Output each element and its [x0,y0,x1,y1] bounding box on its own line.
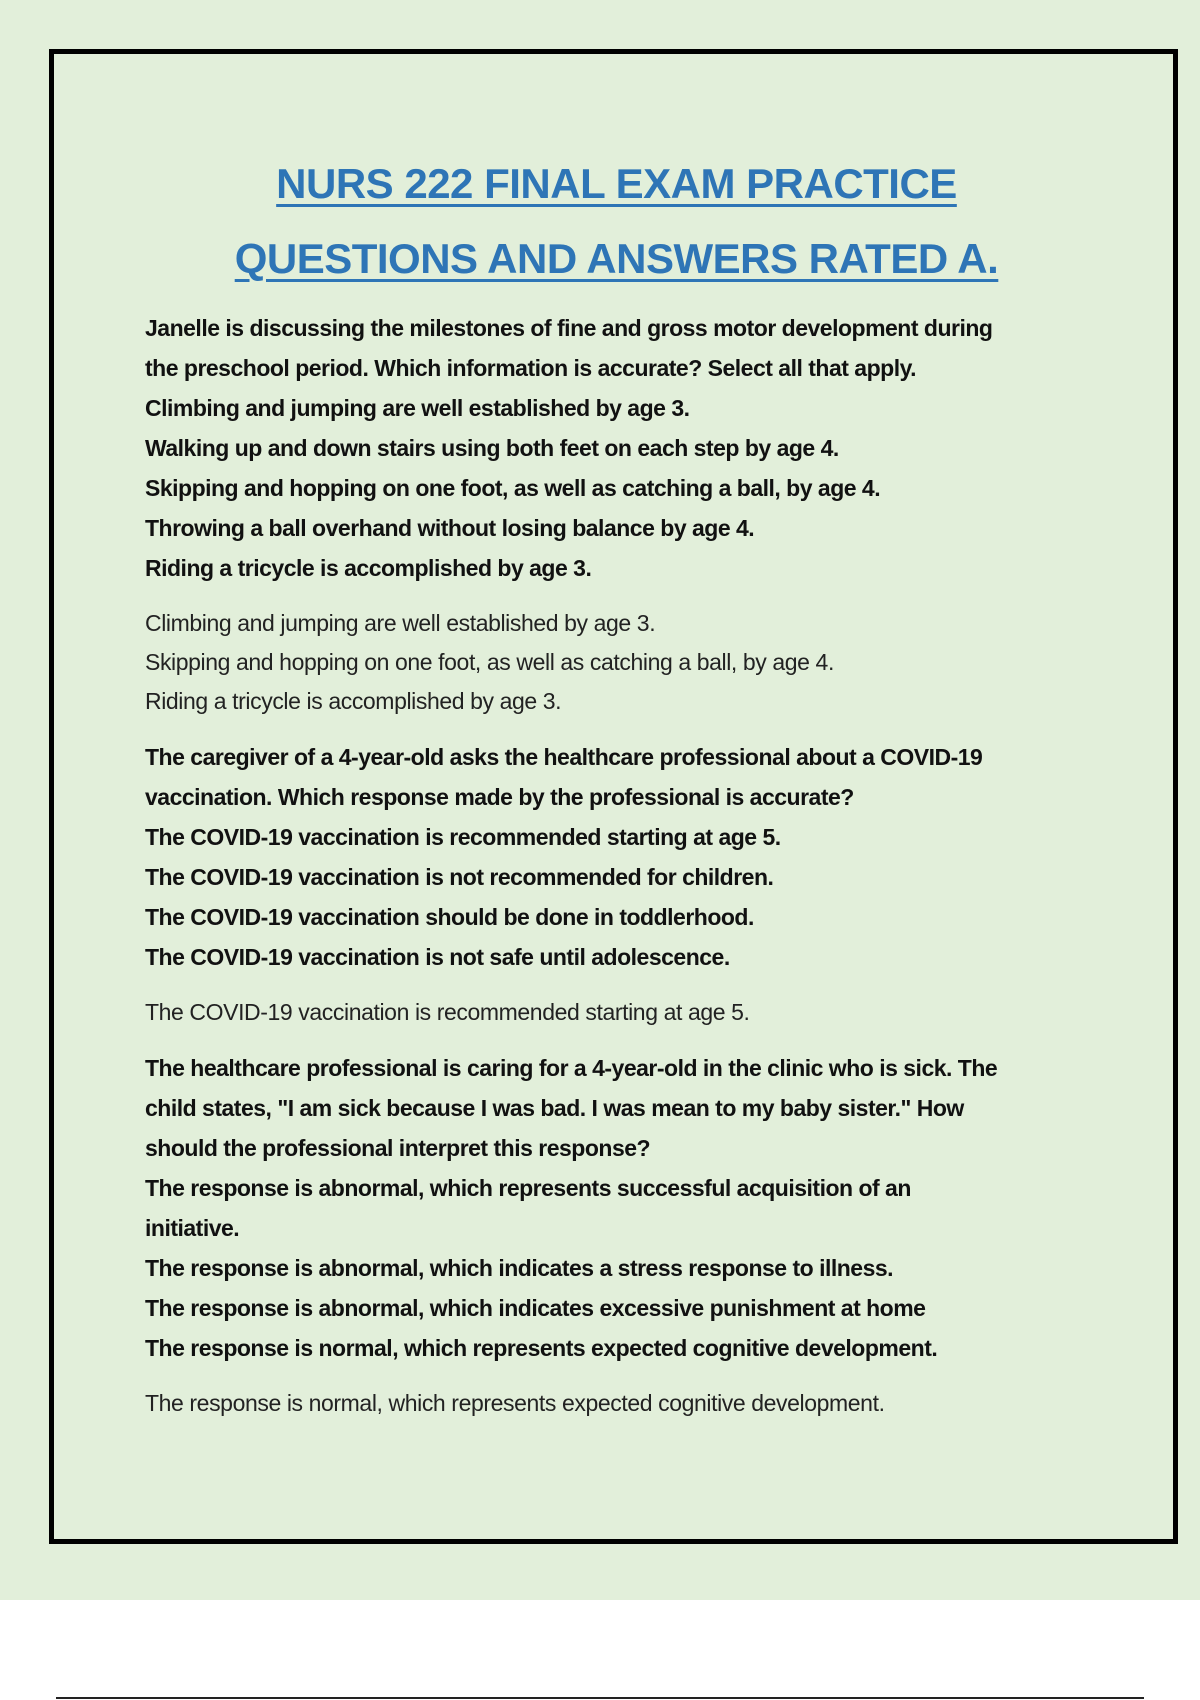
footer-divider [56,1697,1144,1699]
questions-content [145,308,1095,1439]
question-stem: Janelle is discussing the milestones of fine and gross motor development during [145,315,993,341]
answer-option: Skipping and hopping on one foot, as well as catching a ball, by age 4. [145,475,881,501]
question-block-3 [145,1048,1095,1368]
document-title [49,146,1184,296]
answer-option: The COVID-19 vaccination is recommended starting at age 5. [145,824,781,850]
answer-option: The COVID-19 vaccination is not safe until adolescence. [145,944,730,970]
answer-option: Climbing and jumping are well established by age 3. [145,395,690,421]
correct-answer: The response is normal, which represents expected cognitive development. [145,1390,885,1416]
answer-option: The COVID-19 vaccination should be done in toddlerhood. [145,904,754,930]
answer-option: The response is abnormal, which represents successful acquisition of an [145,1175,911,1201]
question-stem: should the professional interpret this response? [145,1135,651,1161]
answer-option: The response is normal, which represents expected cognitive development. [145,1335,938,1361]
title-line-2: QUESTIONS AND ANSWERS RATED A. [234,235,999,282]
question-stem: The healthcare professional is caring for a 4-year-old in the clinic who is sick. The [145,1055,998,1081]
answer-key-3 [145,1384,1095,1423]
answer-option: The COVID-19 vaccination is not recommended for children. [145,864,774,890]
title-line-1: NURS 222 FINAL EXAM PRACTICE [276,160,957,207]
question-stem: The caregiver of a 4-year-old asks the healthcare professional about a COVID-19 [145,744,983,770]
answer-option: Riding a tricycle is accomplished by age 3. [145,555,592,581]
answer-option: initiative. [145,1215,240,1241]
correct-answer: Skipping and hopping on one foot, as well as catching a ball, by age 4. [145,649,834,675]
correct-answer: Riding a tricycle is accomplished by age 3. [145,688,562,714]
question-block-2 [145,737,1095,977]
answer-key-2 [145,993,1095,1032]
answer-option: Walking up and down stairs using both feet on each step by age 4. [145,435,839,461]
answer-option: The response is abnormal, which indicates a stress response to illness. [145,1255,894,1281]
correct-answer: The COVID-19 vaccination is recommended starting at age 5. [145,999,750,1025]
answer-key-1 [145,604,1095,721]
question-stem: vaccination. Which response made by the professional is accurate? [145,784,854,810]
answer-option: Throwing a ball overhand without losing balance by age 4. [145,515,755,541]
answer-option: The response is abnormal, which indicates excessive punishment at home [145,1295,926,1321]
correct-answer: Climbing and jumping are well established by age 3. [145,610,656,636]
question-block-1 [145,308,1095,588]
question-stem: child states, "I am sick because I was bad. I was mean to my baby sister." How [145,1095,964,1121]
question-stem: the preschool period. Which information is accurate? Select all that apply. [145,355,917,381]
